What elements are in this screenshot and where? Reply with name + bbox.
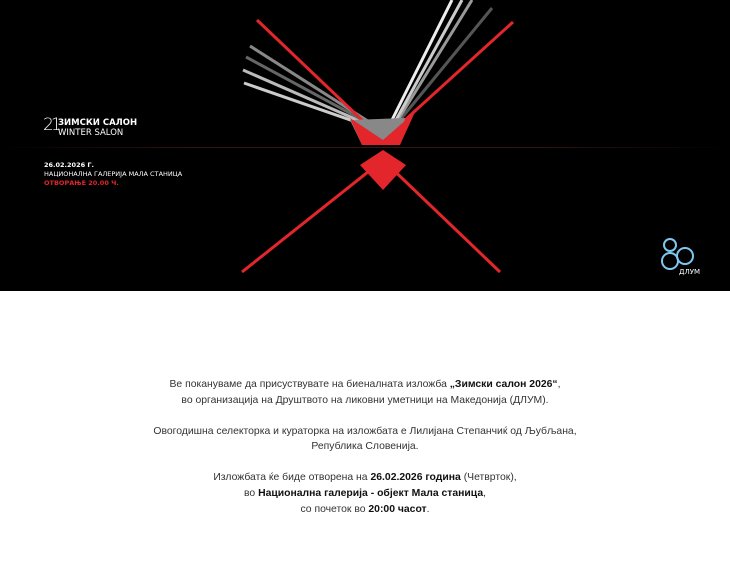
dlum-logo-icon <box>660 236 700 276</box>
text: Овогодишна селекторка и кураторка на изложбата е Лилијана Степанчиќ од Љубљана, <box>153 425 577 437</box>
text: со почеток во <box>300 503 369 515</box>
text: , <box>557 379 561 390</box>
opening-date: 26.02.2026 година <box>370 472 461 484</box>
divider-line <box>0 147 730 148</box>
invitation-text <box>0 377 730 533</box>
text: (Четврток), <box>460 472 517 484</box>
text: Изложбата ќе биде отворена на <box>213 472 371 484</box>
text: Република Словенија. <box>311 441 419 453</box>
invitation-paragraph-3 <box>0 470 730 517</box>
opening-time: ОТВОРАЊЕ 20.00 Ч. <box>44 179 119 187</box>
venue-name: Национална галерија - објект Мала станица <box>258 487 484 499</box>
text: . <box>426 503 430 515</box>
opening-hour: 20:00 часот <box>368 503 427 515</box>
dlum-logo-text: ДЛУМ <box>679 268 700 276</box>
event-date: 26.02.2026 Г. <box>44 161 94 169</box>
title-english: WINTER SALON <box>58 128 124 138</box>
exhibition-name: „Зимски салон 2026“ <box>449 379 558 390</box>
event-venue: НАЦИОНАЛНА ГАЛЕРИЈА МАЛА СТАНИЦА <box>44 170 183 178</box>
invitation-paragraph-2 <box>0 424 730 456</box>
title-macedonian: ЗИМСКИ САЛОН <box>58 118 138 128</box>
text: во <box>244 487 259 499</box>
invitation-paragraph-1 <box>0 377 730 409</box>
text: Ве покануваме да присуствувате на биеналната изложба <box>169 379 450 390</box>
text: , <box>483 487 486 499</box>
salon-number-logo: 21 <box>43 115 59 135</box>
text: во организација на Друштвото на ликовни уметници на Македонија (ДЛУМ). <box>181 394 549 406</box>
